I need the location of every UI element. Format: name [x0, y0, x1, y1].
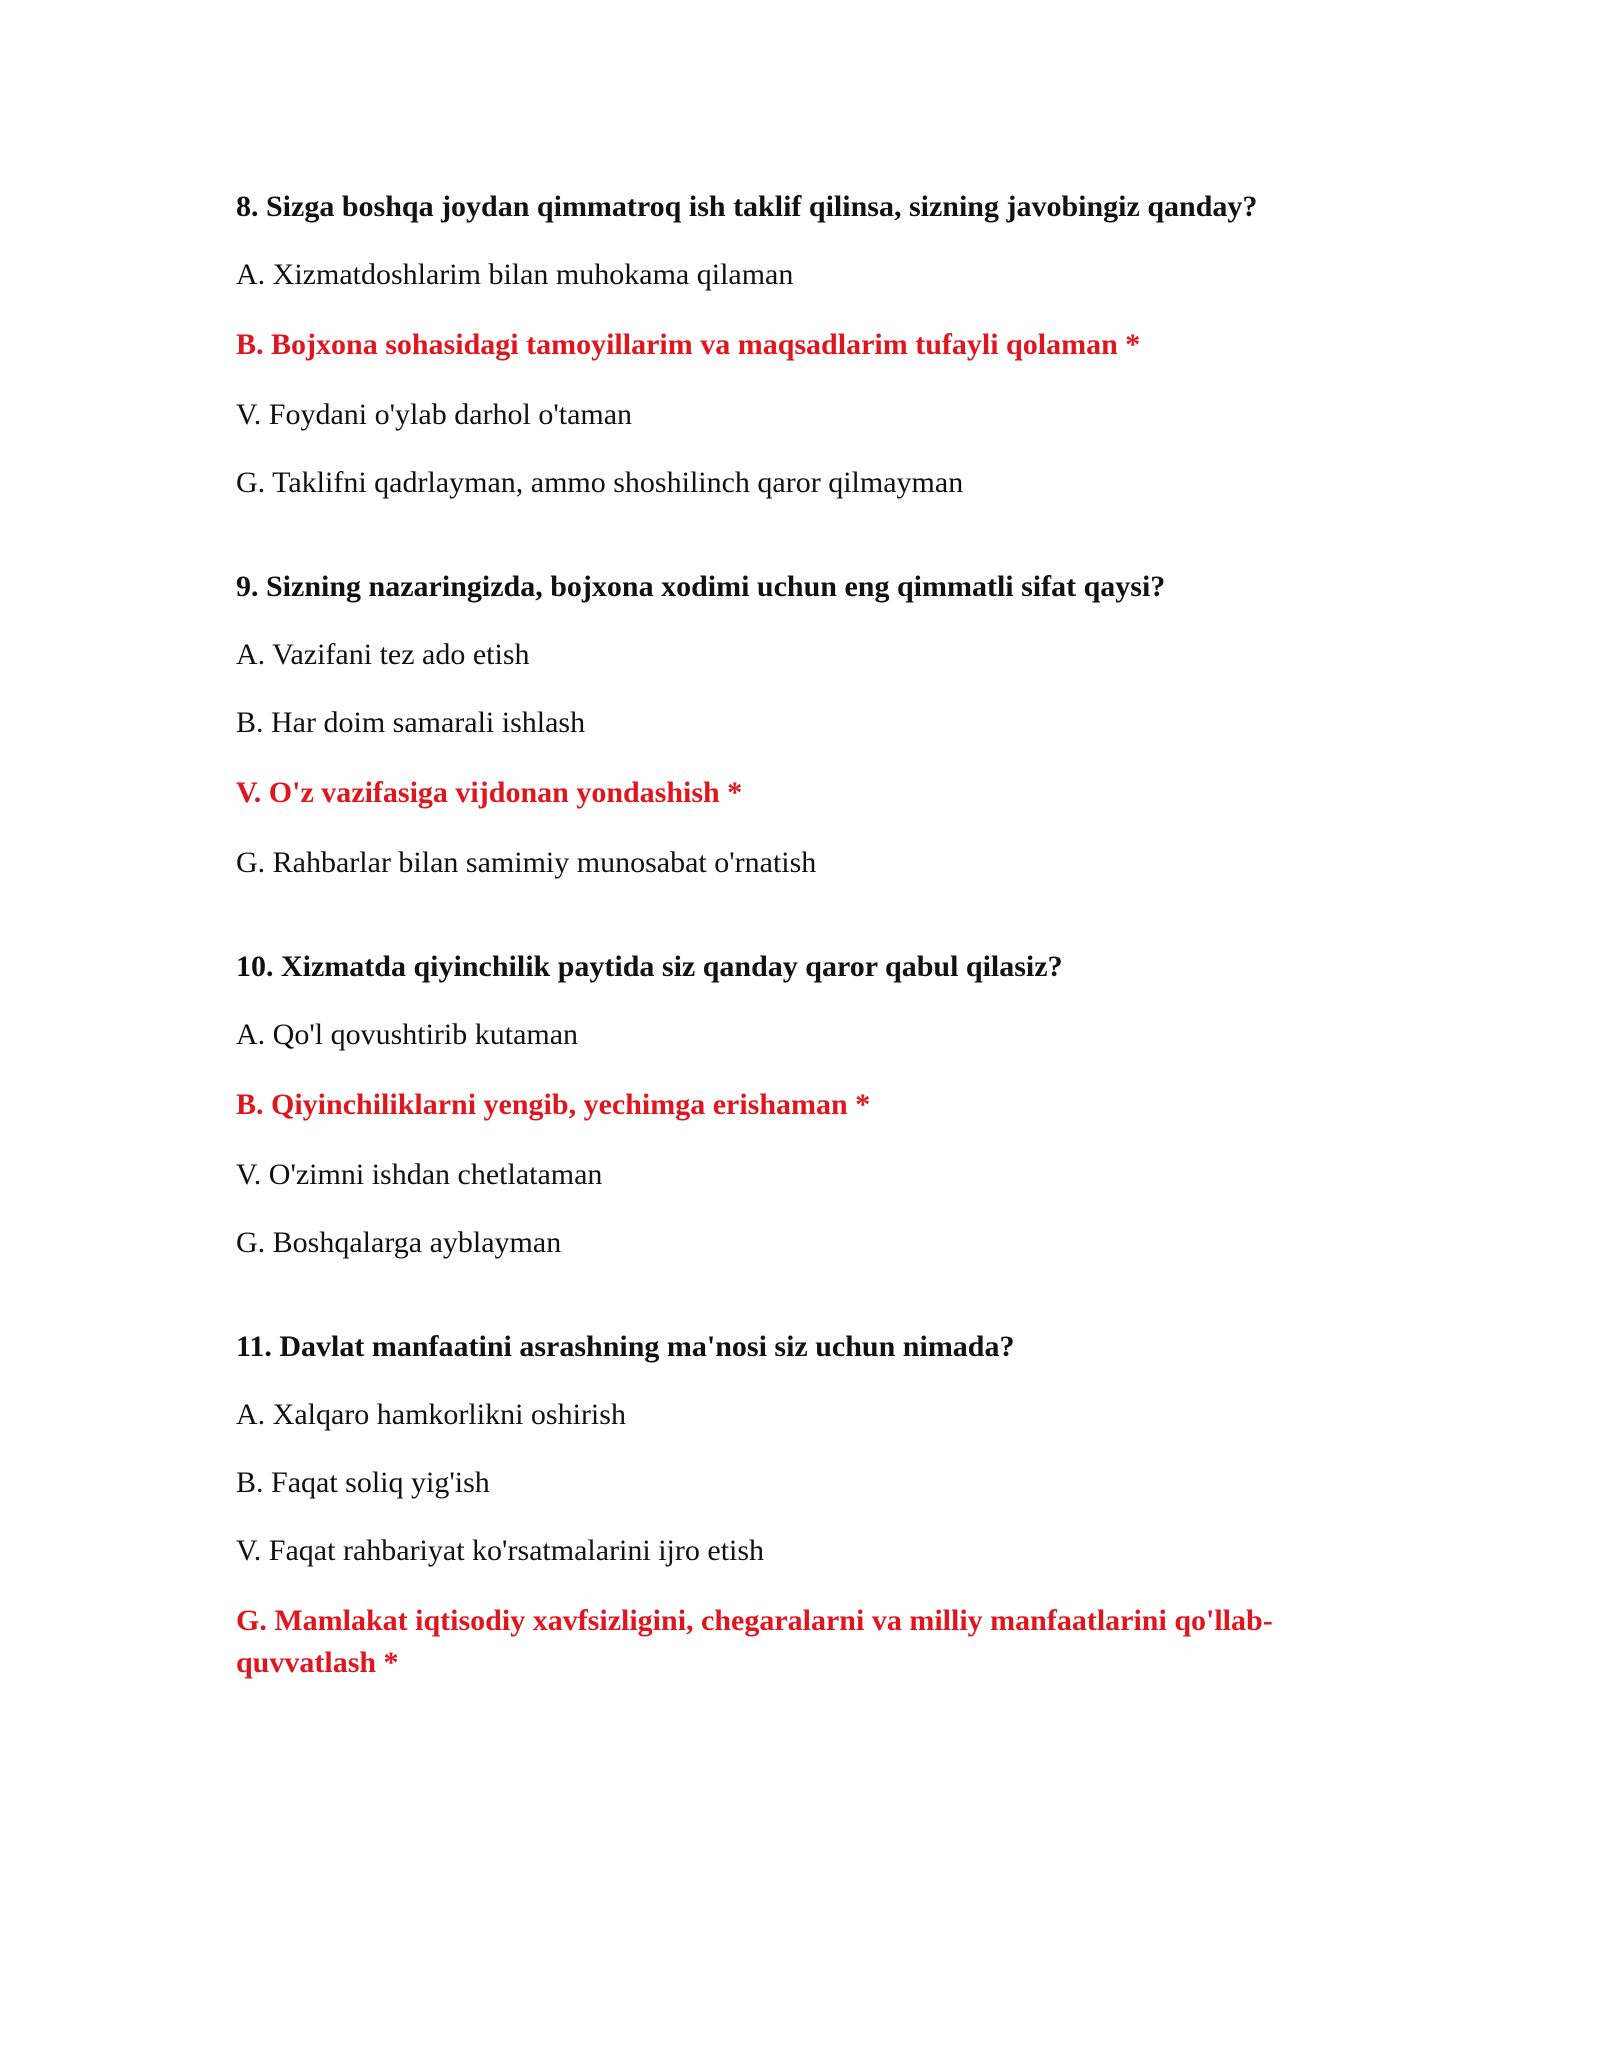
answer-option-a: A. Qo'l qovushtirib kutaman — [236, 1018, 579, 1051]
answer-option-g: G. Taklifni qadrlayman, ammo shoshilinch qaror qilmayman — [236, 466, 964, 499]
question-10 — [236, 948, 1376, 1262]
question-title: 10. Xizmatda qiyinchilik paytida siz qanday qaror qabul qilasiz? — [236, 950, 1063, 983]
answer-option-b: B. Faqat soliq yig'ish — [236, 1466, 490, 1499]
question-9 — [236, 568, 1376, 882]
answer-option-a: A. Vazifani tez ado etish — [236, 638, 530, 671]
answer-option-b: B. Har doim samarali ishlash — [236, 706, 586, 739]
question-8 — [236, 188, 1376, 502]
question-title: 11. Davlat manfaatini asrashning ma'nosi siz uchun nimada? — [236, 1330, 1015, 1363]
answer-option-b-correct: B. Qiyinchiliklarni yengib, yechimga erishaman * — [236, 1088, 871, 1121]
answer-option-v: V. Foydani o'ylab darhol o'taman — [236, 398, 633, 431]
question-11 — [236, 1328, 1376, 1684]
document-page — [236, 188, 1376, 1684]
answer-option-v: V. Faqat rahbariyat ko'rsatmalarini ijro etish — [236, 1534, 765, 1567]
answer-option-g-correct: G. Mamlakat iqtisodiy xavfsizligini, chegaralarni va milliy manfaatlarini qo'llab-quvvatlash * — [236, 1604, 1273, 1679]
answer-option-v: V. O'zimni ishdan chetlataman — [236, 1158, 603, 1191]
answer-option-b-correct: B. Bojxona sohasidagi tamoyillarim va maqsadlarim tufayli qolaman * — [236, 328, 1141, 361]
question-title: 9. Sizning nazaringizda, bojxona xodimi uchun eng qimmatli sifat qaysi? — [236, 570, 1166, 603]
question-title: 8. Sizga boshqa joydan qimmatroq ish taklif qilinsa, sizning javobingiz qanday? — [236, 190, 1258, 223]
answer-option-a: A. Xizmatdoshlarim bilan muhokama qilaman — [236, 258, 794, 291]
answer-option-g: G. Boshqalarga ayblayman — [236, 1226, 562, 1259]
answer-option-v-correct: V. O'z vazifasiga vijdonan yondashish * — [236, 776, 743, 809]
answer-option-g: G. Rahbarlar bilan samimiy munosabat o'rnatish — [236, 846, 817, 879]
answer-option-a: A. Xalqaro hamkorlikni oshirish — [236, 1398, 626, 1431]
